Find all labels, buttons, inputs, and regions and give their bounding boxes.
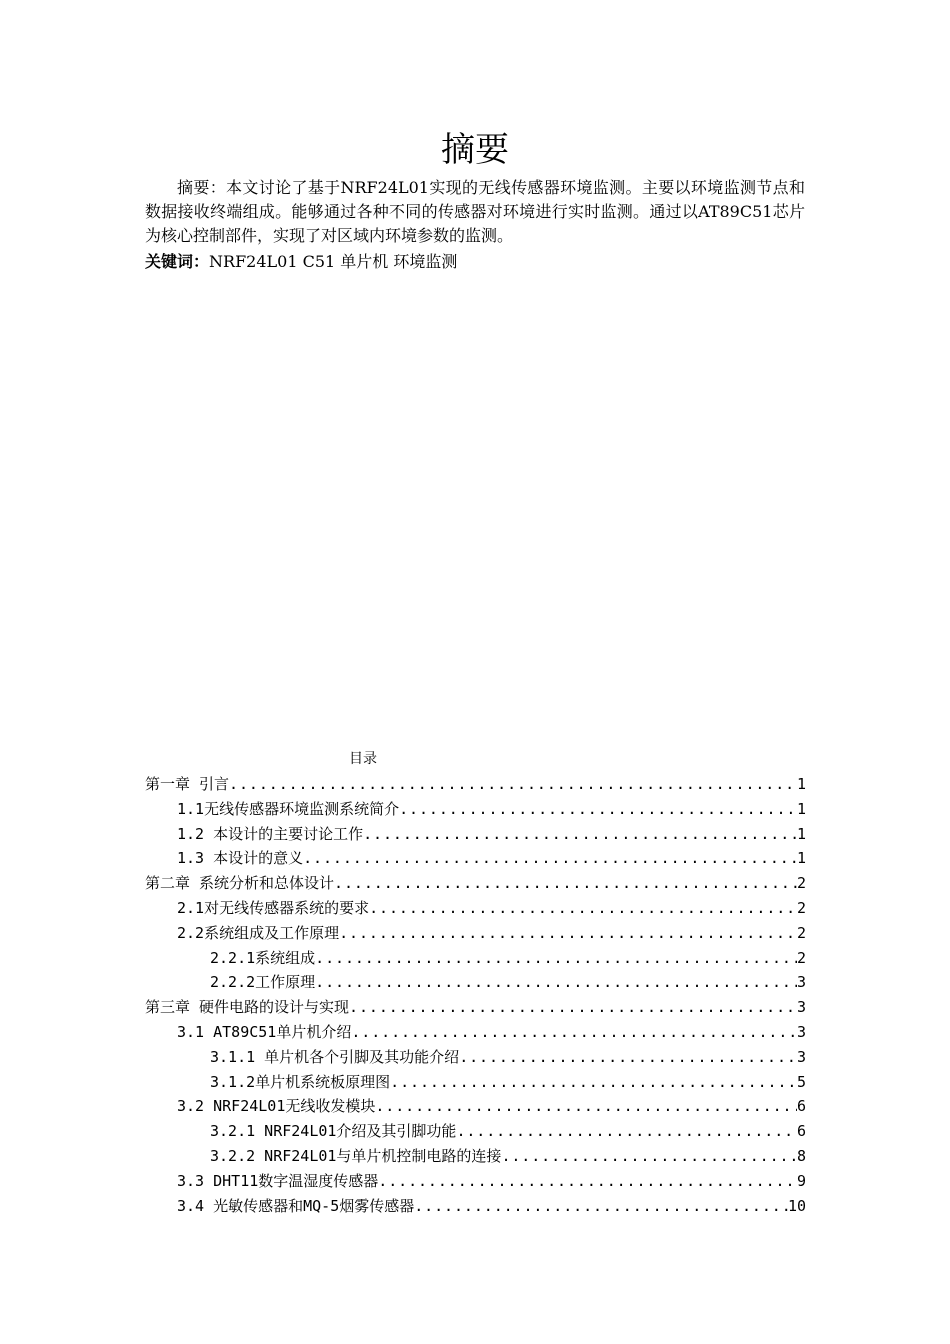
toc-leader [375, 1094, 797, 1119]
toc-entry-text: 3.1.1 单片机各个引脚及其功能介绍 [210, 1047, 460, 1066]
toc-leader [363, 822, 797, 847]
toc-entry-page: 2 [796, 874, 806, 893]
toc-leader [351, 1020, 797, 1045]
toc-entry [145, 1070, 806, 1095]
toc-entry [145, 1045, 806, 1070]
toc-entry-page: 3 [796, 1022, 806, 1041]
toc-entry-text: 2.2.1系统组成 [210, 948, 316, 967]
toc-entry-text: 第一章 引言 [145, 775, 230, 793]
toc-leader [459, 1045, 797, 1070]
toc-leader [315, 946, 797, 971]
toc-entry-page: 3 [796, 998, 806, 1017]
toc-entry [145, 1169, 806, 1194]
toc-entry-page: 3 [796, 1047, 806, 1066]
table-of-contents [145, 772, 806, 1218]
toc-leader [399, 797, 797, 822]
toc-leader [390, 1070, 797, 1095]
abstract-paragraph: 摘要：本文讨论了基于NRF24L01实现的无线传感器环境监测。主要以环境监测节点和数据接收终端组成。能够通过各种不同的传感器对环境进行实时监测。通过以AT89C51芯片为核心控制部件，实现了对区域内环境参数的监测。 [145, 178, 805, 245]
toc-entry [145, 871, 806, 896]
toc-entry-text: 1.3 本设计的意义 [177, 849, 304, 868]
toc-entry-page: 6 [796, 1097, 806, 1116]
toc-leader [378, 1169, 797, 1194]
toc-entry-page: 2 [796, 898, 806, 917]
keywords-label: 关键词： [145, 252, 210, 271]
toc-entry-page: 1 [796, 824, 806, 843]
toc-entry-page: 9 [796, 1171, 806, 1190]
toc-entry [145, 946, 806, 971]
toc-entry-text: 第二章 系统分析和总体设计 [145, 874, 335, 893]
toc-entry [145, 772, 806, 797]
toc-entry-text: 2.2.2工作原理 [210, 973, 316, 992]
toc-entry-text: 第三章 硬件电路的设计与实现 [145, 998, 350, 1017]
toc-entry [145, 1144, 806, 1169]
toc-entry-text: 3.3 DHT11数字温湿度传感器 [177, 1171, 379, 1190]
toc-entry-text: 2.1对无线传感器系统的要求 [177, 898, 370, 917]
toc-entry-text: 3.4 光敏传感器和MQ-5烟雾传感器 [177, 1196, 415, 1215]
keywords-text: NRF24L01 C51 单片机 环境监测 [209, 252, 458, 271]
toc-entry [145, 822, 806, 847]
page-title: 摘要 [441, 130, 509, 170]
toc-entry [145, 921, 806, 946]
toc-entry-page: 1 [796, 799, 806, 818]
toc-entry-text: 3.1.2单片机系统板原理图 [210, 1072, 391, 1091]
toc-entry-text: 3.1 AT89C51单片机介绍 [177, 1022, 352, 1041]
toc-entry-page: 10 [787, 1196, 806, 1215]
toc-entry-page: 2 [796, 923, 806, 942]
toc-entry [145, 896, 806, 921]
toc-leader [414, 1194, 788, 1219]
keywords-line [145, 250, 805, 274]
toc-entry-page: 1 [796, 775, 806, 793]
toc-entry-text: 1.2 本设计的主要讨论工作 [177, 824, 364, 843]
toc-entry-page: 8 [796, 1146, 806, 1165]
toc-entry-page: 1 [796, 849, 806, 868]
toc-entry [145, 797, 806, 822]
toc-entry-page: 5 [796, 1072, 806, 1091]
toc-entry-text: 3.2 NRF24L01无线收发模块 [177, 1097, 376, 1116]
toc-leader [369, 896, 797, 921]
toc-leader [334, 871, 797, 896]
toc-entry-text: 3.2.1 NRF24L01介绍及其引脚功能 [210, 1122, 457, 1141]
toc-entry [145, 1094, 806, 1119]
toc-entry-page: 6 [796, 1122, 806, 1141]
toc-entry-text: 1.1无线传感器环境监测系统简介 [177, 799, 400, 818]
toc-leader [501, 1144, 797, 1169]
toc-title: 目录 [349, 751, 377, 767]
toc-entry [145, 1194, 806, 1219]
toc-entry-page: 2 [796, 948, 806, 967]
toc-leader [303, 846, 797, 871]
toc-entry-text: 3.2.2 NRF24L01与单片机控制电路的连接 [210, 1146, 502, 1165]
toc-entry [145, 1020, 806, 1045]
toc-entry-page: 3 [796, 973, 806, 992]
toc-entry [145, 846, 806, 871]
toc-leader [456, 1119, 797, 1144]
toc-leader [229, 772, 797, 797]
toc-entry [145, 995, 806, 1020]
toc-leader [339, 921, 797, 946]
toc-entry-text: 2.2系统组成及工作原理 [177, 923, 340, 942]
toc-entry [145, 970, 806, 995]
toc-leader [315, 970, 797, 995]
toc-entry [145, 1119, 806, 1144]
toc-leader [349, 995, 797, 1020]
